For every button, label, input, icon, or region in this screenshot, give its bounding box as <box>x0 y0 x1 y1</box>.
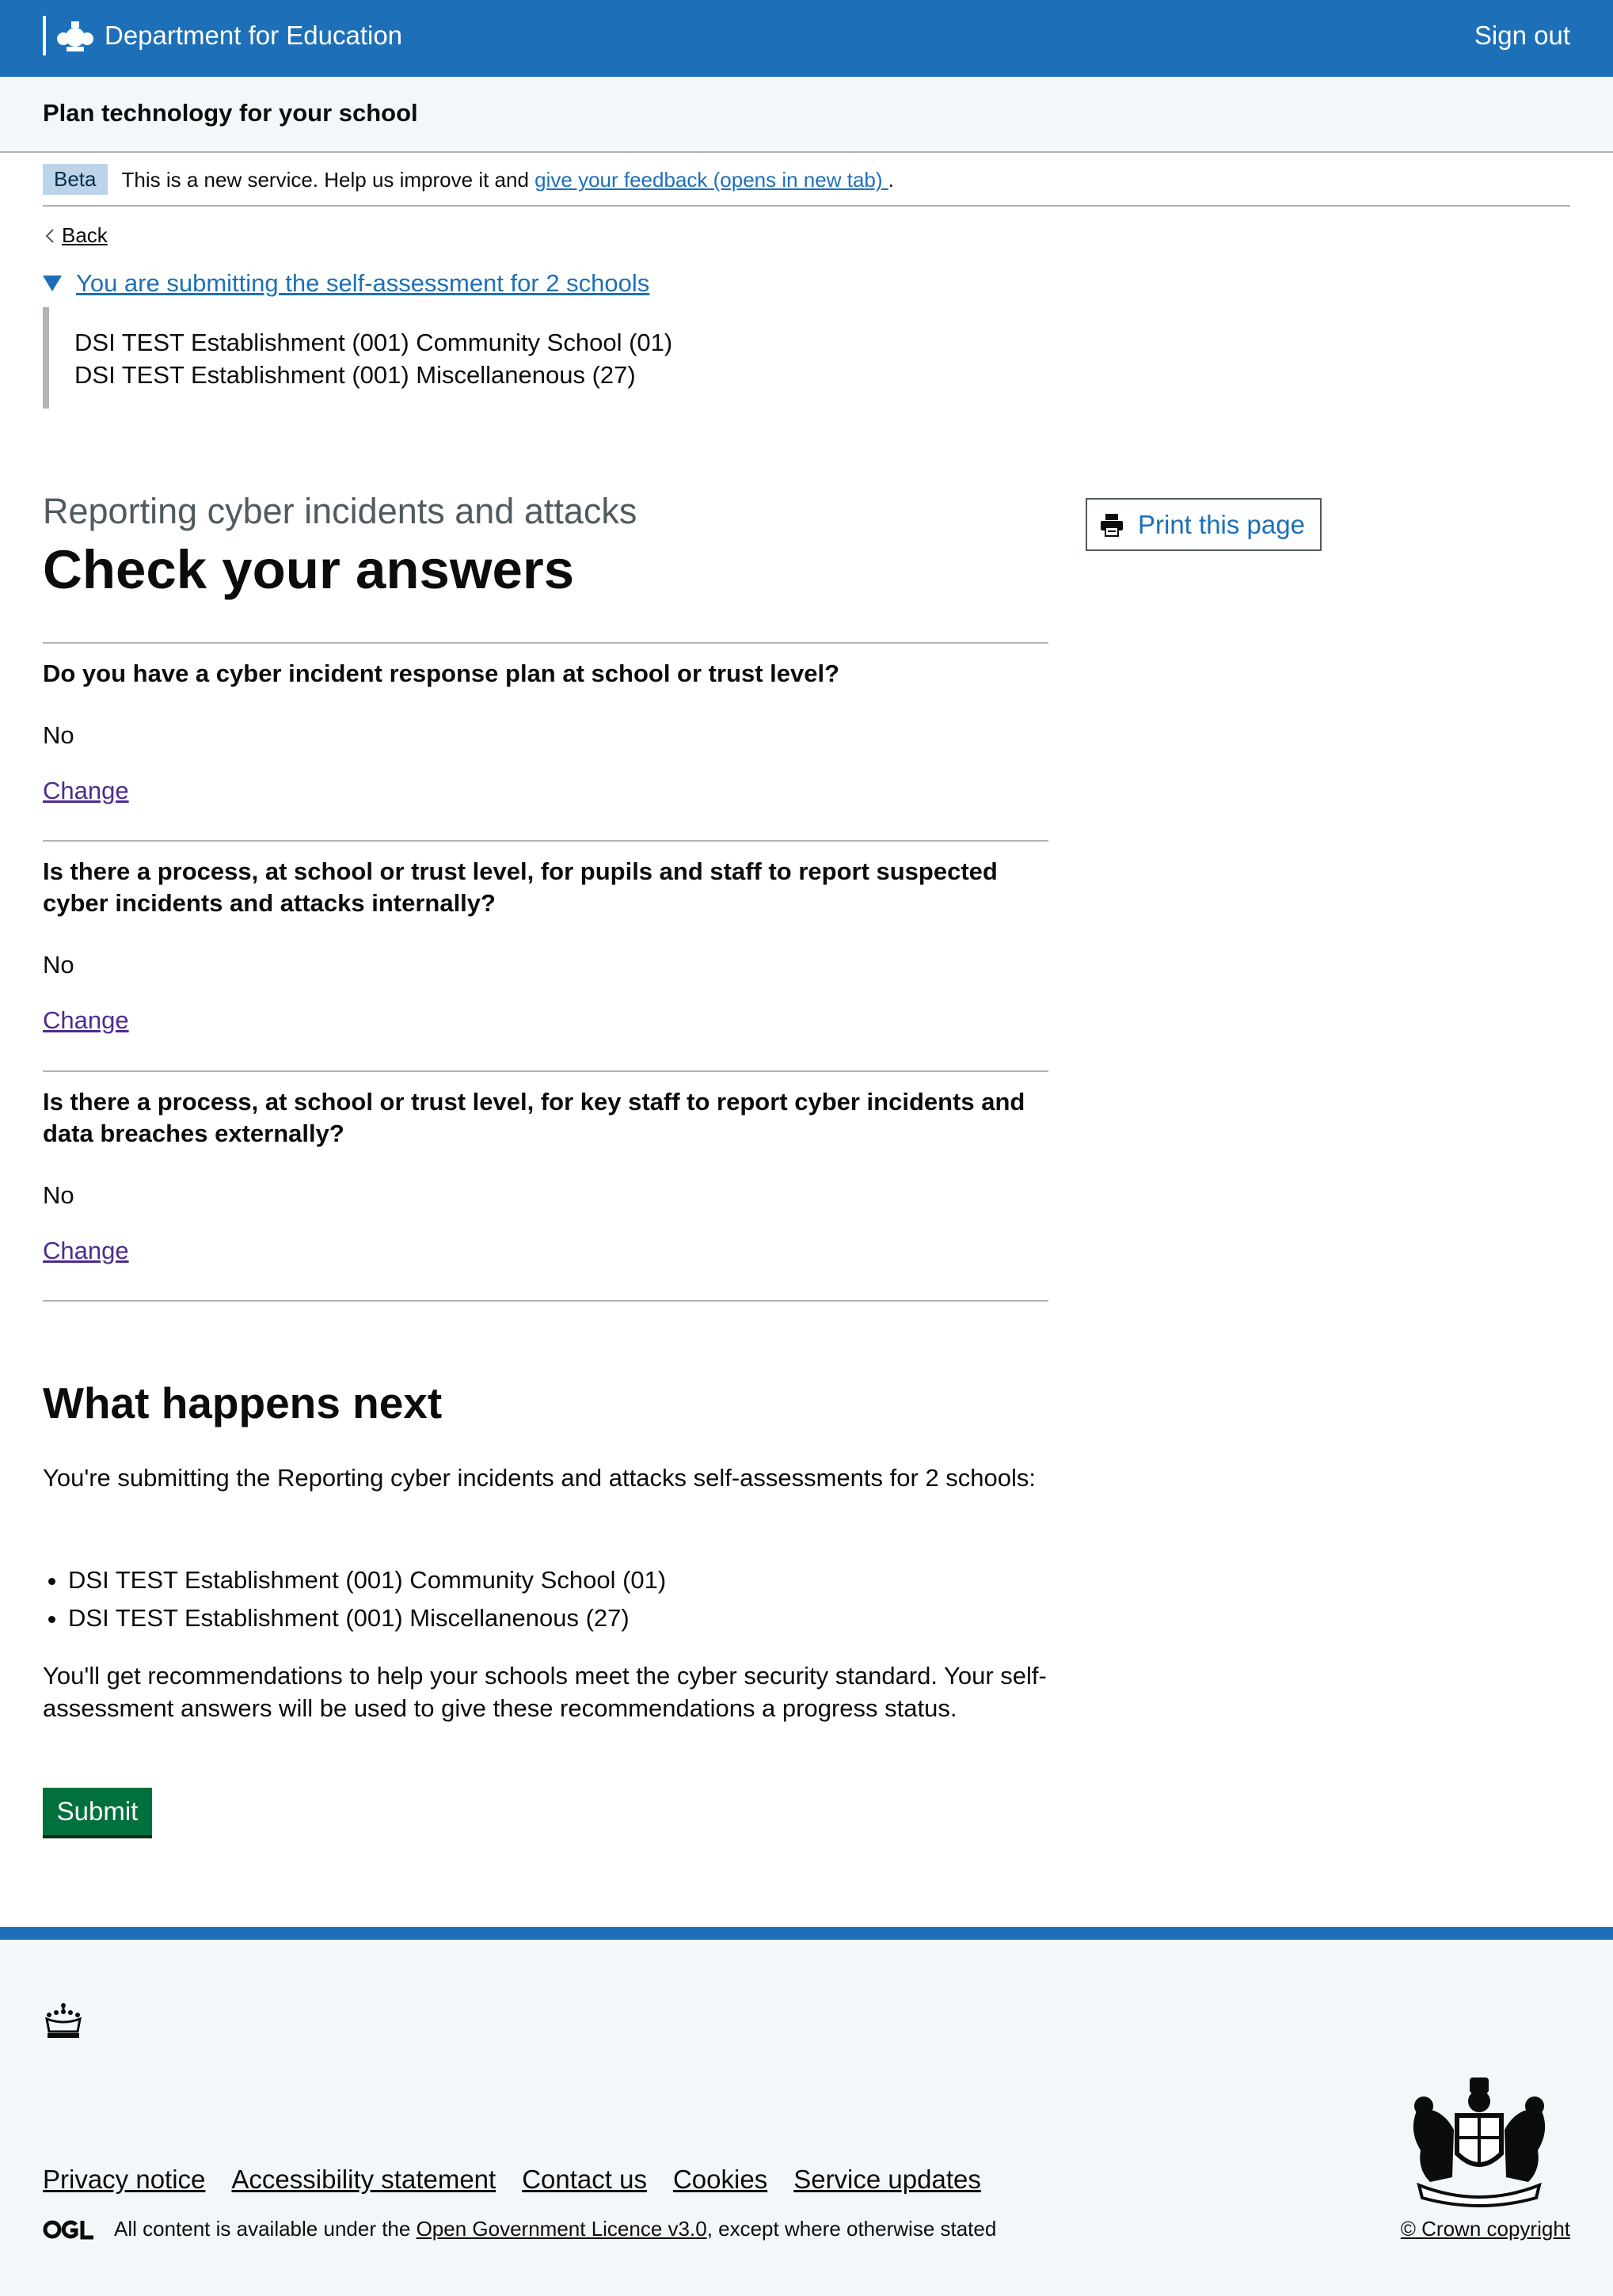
answer-text: No <box>43 951 74 979</box>
section-divider <box>43 1300 1048 1302</box>
summary-row <box>43 840 1048 1071</box>
list-item: • DSI TEST Establishment (001) Miscellanenous (27) <box>68 1599 666 1637</box>
schools-list <box>68 1561 666 1637</box>
page-caption: Reporting cyber incidents and attacks <box>43 491 637 531</box>
change-link[interactable]: Change <box>43 1006 129 1034</box>
change-link[interactable]: Change <box>43 1237 129 1264</box>
back-link[interactable]: Back <box>62 223 108 247</box>
summary-row <box>43 1070 1048 1300</box>
footer-link-service-updates[interactable]: Service updates <box>793 2165 981 2194</box>
licence-row <box>43 2217 996 2241</box>
ogl-logo-icon <box>43 2219 95 2240</box>
footer-link-cookies[interactable]: Cookies <box>672 2165 768 2194</box>
printer-icon <box>1100 512 1124 538</box>
site-header <box>0 0 1613 77</box>
question-text: Do you have a cyber incident response plan at school or trust level? <box>43 660 840 687</box>
schools-details <box>43 269 673 389</box>
sign-out-link[interactable]: Sign out <box>1474 21 1570 50</box>
footer-link-accessibility[interactable]: Accessibility statement <box>231 2165 496 2194</box>
footer-links <box>43 2165 981 2195</box>
answer-text: No <box>43 1181 74 1209</box>
triangle-down-icon <box>43 276 62 291</box>
phase-banner <box>43 164 1570 207</box>
details-summary-text[interactable]: You are submitting the self-assessment for 2 schools <box>76 269 650 297</box>
school-name: DSI TEST Establishment (001) Community School (01) <box>74 329 673 356</box>
page-heading <box>43 491 1048 601</box>
next-intro: You're submitting the Reporting cyber incidents and attacks self-assessments for 2 schools: <box>43 1464 1037 1492</box>
back-link-wrapper <box>43 223 108 248</box>
details-body <box>43 307 755 409</box>
phase-banner-text <box>122 164 895 192</box>
crown-copyright-link[interactable]: © Crown copyright <box>1400 2217 1570 2241</box>
question-text: Is there a process, at school or trust level, for pupils and staff to report suspected cyber incidents and attacks internally? <box>43 857 998 917</box>
summary-row <box>43 642 1048 841</box>
service-name[interactable]: Plan technology for your school <box>43 99 418 127</box>
royal-coat-of-arms-icon <box>1403 2074 1555 2207</box>
question-text: Is there a process, at school or trust level, for key staff to report cyber incidents and data breaches externally? <box>43 1088 1025 1147</box>
licence-before: All content is available under the <box>114 2217 417 2241</box>
phase-text-before: This is a new service. Help us improve it and <box>121 168 535 192</box>
chevron-left-icon <box>43 227 57 245</box>
crown-icon <box>43 2001 84 2041</box>
footer-link-privacy[interactable]: Privacy notice <box>43 2165 206 2194</box>
licence-after: , except where otherwise stated <box>706 2217 997 2241</box>
print-page-button[interactable] <box>1086 498 1322 551</box>
school-name: DSI TEST Establishment (001) Miscellanenous (27) <box>74 361 636 389</box>
submit-button[interactable]: Submit <box>43 1788 152 1835</box>
feedback-link[interactable]: give your feedback (opens in new tab) <box>534 168 888 192</box>
crest-icon <box>54 17 97 55</box>
licence-link[interactable]: Open Government Licence v3.0 <box>416 2217 707 2241</box>
next-outro: You'll get recommendations to help your schools meet the cyber security standard. Your self-assessment answers will be used to give these recommendations a progress status. <box>43 1662 1047 1722</box>
next-heading: What happens next <box>43 1378 443 1427</box>
dfe-logo-link[interactable] <box>43 16 402 55</box>
service-navigation <box>0 77 1613 153</box>
site-footer <box>0 1927 1613 2296</box>
list-item: • DSI TEST Establishment (001) Community School (01) <box>68 1561 666 1599</box>
beta-tag: Beta <box>43 164 108 195</box>
change-link[interactable]: Change <box>43 777 129 804</box>
print-page-label: Print this page <box>1138 509 1305 539</box>
page-title: Check your answers <box>43 539 575 600</box>
footer-link-contact[interactable]: Contact us <box>522 2165 647 2194</box>
licence-text <box>114 2217 996 2241</box>
brand-name: Department for Education <box>105 21 403 50</box>
phase-text-after: . <box>888 168 894 192</box>
answer-text: No <box>43 721 74 749</box>
details-summary[interactable] <box>43 269 649 298</box>
